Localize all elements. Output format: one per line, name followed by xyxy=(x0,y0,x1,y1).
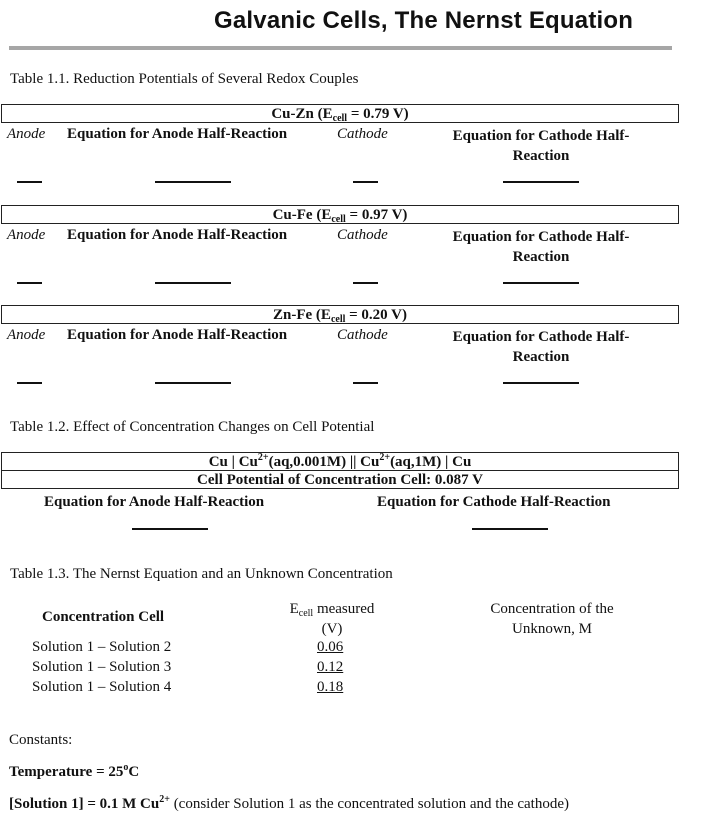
cell-notation-row: Cu | $Cu^{2+}(aq,0.001M)$ || $Cu^{2+}(aq,1M)$ | Cu xyxy=(1,452,679,471)
conc-anode-equation-blank[interactable] xyxy=(132,528,208,530)
cathode-equation-blank[interactable] xyxy=(503,282,579,284)
table-row-ecell: 0.18 xyxy=(317,679,344,695)
table-row-ecell: 0.12 xyxy=(317,659,344,675)
cathode-blank[interactable] xyxy=(353,282,378,284)
anode-equation-blank[interactable] xyxy=(155,181,231,183)
cathode-blank[interactable] xyxy=(353,181,378,183)
table1-caption: Table 1.1. Reduction Potentials of Several Redox Couples xyxy=(10,71,359,87)
couple-header-cu-zn: Cu-Zn ($E_{cell} = 0.79$ V) xyxy=(1,104,679,123)
anode-equation-header: Equation for Anode Half-Reaction xyxy=(67,126,288,142)
table2-caption: Table 1.2. Effect of Concentration Changes on Cell Potential xyxy=(10,419,375,435)
table-row-cell: Solution 1 – Solution 4 xyxy=(32,679,172,695)
concentration-cell-header: Concentration Cell xyxy=(42,609,165,625)
cathode-equation-blank[interactable] xyxy=(503,181,579,183)
table-row-cell: Solution 1 – Solution 3 xyxy=(32,659,172,675)
conc-anode-equation-header: Equation for Anode Half-Reaction xyxy=(44,494,265,510)
ecell-measured-header: $E_{cell}$ measured (V) xyxy=(289,601,375,637)
cathode-blank[interactable] xyxy=(353,382,378,384)
anode-equation-blank[interactable] xyxy=(155,382,231,384)
anode-blank[interactable] xyxy=(17,282,42,284)
couple-header-cu-fe: Cu-Fe ($E_{cell} = 0.97$ V) xyxy=(1,205,679,224)
anode-header: Anode xyxy=(7,126,46,142)
cathode-equation-header: Equation for Cathode Half-Reaction xyxy=(452,329,630,365)
anode-equation-header: Equation for Anode Half-Reaction xyxy=(67,327,288,343)
cathode-equation-blank[interactable] xyxy=(503,382,579,384)
cathode-equation-header: Equation for Cathode Half-Reaction xyxy=(452,229,630,265)
page-title: Galvanic Cells, The Nernst Equation xyxy=(214,7,634,34)
temperature-constant: Temperature = $25^oC$ xyxy=(9,762,140,780)
table3-caption: Table 1.3. The Nernst Equation and an Unknown Concentration xyxy=(10,566,393,582)
anode-equation-header: Equation for Anode Half-Reaction xyxy=(67,227,288,243)
cathode-header: Cathode xyxy=(337,327,388,343)
cathode-equation-header: Equation for Cathode Half-Reaction xyxy=(452,128,630,164)
anode-header: Anode xyxy=(7,227,46,243)
unknown-concentration-header: Concentration of the Unknown, M xyxy=(490,601,614,637)
table-row-ecell: 0.06 xyxy=(317,639,344,655)
couple-header-zn-fe: Zn-Fe ($E_{cell} = 0.20$ V) xyxy=(1,305,679,324)
conc-cathode-equation-blank[interactable] xyxy=(472,528,548,530)
conc-cathode-equation-header: Equation for Cathode Half-Reaction xyxy=(377,494,611,510)
anode-blank[interactable] xyxy=(17,382,42,384)
cathode-header: Cathode xyxy=(337,126,388,142)
title-divider xyxy=(9,46,672,50)
solution1-constant: [Solution 1] = 0.1 M $Cu^{2+}$ (consider Solution 1 as the concentrated solution and the cathode) xyxy=(9,794,569,812)
table-row-cell: Solution 1 – Solution 2 xyxy=(32,639,172,655)
anode-header: Anode xyxy=(7,327,46,343)
constants-heading: Constants: xyxy=(9,732,73,748)
anode-equation-blank[interactable] xyxy=(155,282,231,284)
anode-blank[interactable] xyxy=(17,181,42,183)
cell-potential-row: Cell Potential of Concentration Cell: 0.087 V xyxy=(1,470,679,489)
cathode-header: Cathode xyxy=(337,227,388,243)
